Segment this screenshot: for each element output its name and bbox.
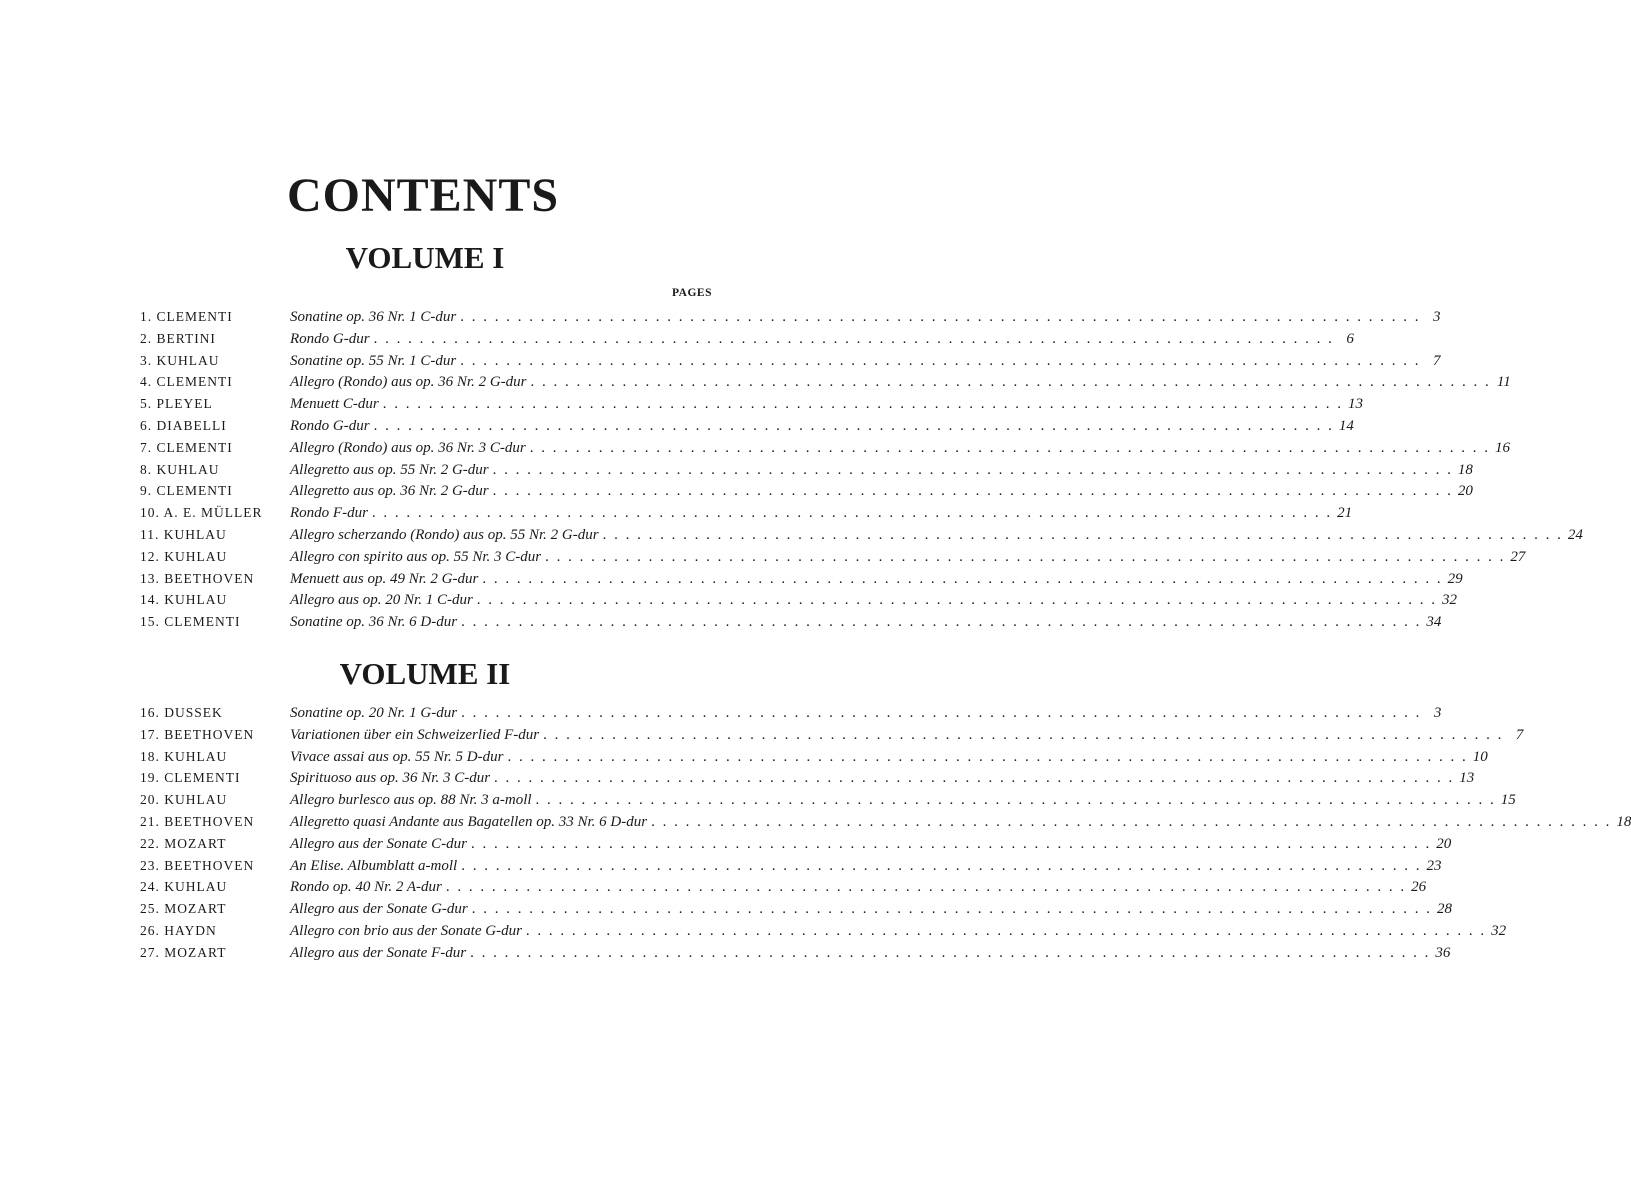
toc-entry <box>140 813 1631 836</box>
entry-composer: 20. KUHLAU <box>140 792 228 808</box>
entry-composer: 7. CLEMENTI <box>140 439 233 455</box>
dot-leader <box>457 614 1425 631</box>
entry-composer: 5. PLEYEL <box>140 396 213 412</box>
entry-work-title: Rondo F-dur <box>290 505 368 522</box>
entry-composer: 9. CLEMENTI <box>140 483 233 499</box>
entry-composer: 3. KUHLAU <box>140 352 220 368</box>
entry-page-number: 21 <box>1337 505 1353 522</box>
dot-leader <box>457 858 1425 875</box>
entry-page-number: 23 <box>1426 857 1442 874</box>
entry-page-number: 28 <box>1437 901 1453 918</box>
toc-entry <box>140 922 1507 945</box>
entry-work-title: An Elise. Albumblatt a-moll <box>290 857 458 874</box>
entry-work-title: Allegretto aus op. 36 Nr. 2 G-dur <box>290 483 489 500</box>
entry-page-number: 11 <box>1496 374 1511 391</box>
dot-leader <box>532 792 1500 809</box>
toc-entry <box>140 614 1442 636</box>
entry-composer: 1. CLEMENTI <box>140 309 233 324</box>
toc-entry <box>140 548 1526 571</box>
toc-entry <box>140 792 1516 814</box>
toc-entry <box>140 417 1354 440</box>
entry-composer: 14. KUHLAU <box>140 592 228 608</box>
toc-entry <box>140 944 1451 967</box>
entry-page-number: 26 <box>1411 879 1427 896</box>
dot-leader <box>503 749 1471 766</box>
entry-page-number: 34 <box>1426 614 1442 631</box>
entry-composer: 24. KUHLAU <box>140 879 228 895</box>
entry-work-title: Allegretto quasi Andante aus Bagatellen op. 33 Nr. 6 D-dur <box>290 813 648 830</box>
entry-composer: 13. BEETHOVEN <box>140 570 255 586</box>
entry-composer: 12. KUHLAU <box>140 548 228 564</box>
toc-entry <box>140 835 1452 858</box>
entry-composer: 18. KUHLAU <box>140 748 228 764</box>
entry-page-number: 24 <box>1567 526 1583 543</box>
toc-entry <box>140 439 1510 462</box>
entry-composer: 27. MOZART <box>140 944 227 960</box>
entry-page-number: 6 <box>1346 330 1354 347</box>
entry-composer: 10. A. E. MÜLLER <box>140 505 263 521</box>
dot-leader <box>370 331 1338 348</box>
entry-work-title: Variationen über ein Schweizerlied F-dur <box>290 726 540 743</box>
dot-leader <box>368 505 1336 522</box>
entry-work-title: Allegro (Rondo) aus op. 36 Nr. 2 G-dur <box>290 374 527 391</box>
toc-entry <box>140 461 1473 484</box>
toc-entry <box>140 352 1441 375</box>
entry-page-number: 3 <box>1433 309 1441 325</box>
dot-leader <box>522 923 1490 940</box>
entry-page-number: 13 <box>1459 770 1475 787</box>
entry-work-title: Menuett aus op. 49 Nr. 2 G-dur <box>290 570 479 587</box>
dot-leader <box>370 418 1338 435</box>
toc-entry <box>140 374 1511 396</box>
dot-leader <box>478 571 1446 588</box>
entry-work-title: Allegro con spirito aus op. 55 Nr. 3 C-dur <box>290 548 542 565</box>
entry-work-title: Spirituoso aus op. 36 Nr. 3 C-dur <box>290 770 491 787</box>
entry-page-number: 7 <box>1515 726 1524 743</box>
toc-entry <box>140 748 1488 771</box>
dot-leader <box>456 309 1424 326</box>
pages-column-label: PAGES <box>672 287 712 299</box>
entry-composer: 25. MOZART <box>140 901 227 917</box>
entry-work-title: Rondo G-dur <box>290 417 370 434</box>
toc-entry <box>140 505 1353 527</box>
entry-page-number: 20 <box>1457 483 1473 500</box>
entry-work-title: Sonatine op. 20 Nr. 1 G-dur <box>290 705 458 721</box>
dot-leader <box>599 527 1567 544</box>
dot-leader <box>647 814 1615 831</box>
entry-page-number: 10 <box>1472 748 1488 765</box>
entry-page-number: 27 <box>1510 548 1526 565</box>
dot-leader <box>541 549 1509 566</box>
entry-composer: 11. KUHLAU <box>140 526 227 542</box>
entry-work-title: Allegro aus op. 20 Nr. 1 C-dur <box>290 592 473 609</box>
dot-leader <box>490 770 1458 787</box>
entry-work-title: Allegro (Rondo) aus op. 36 Nr. 3 C-dur <box>290 439 526 456</box>
entry-composer: 8. KUHLAU <box>140 461 220 477</box>
entry-page-number: 15 <box>1500 792 1516 809</box>
entry-page-number: 7 <box>1433 352 1441 369</box>
entry-page-number: 14 <box>1338 417 1354 434</box>
dot-leader <box>468 901 1436 918</box>
dot-leader <box>467 836 1435 853</box>
entry-work-title: Vivace assai aus op. 55 Nr. 5 D-dur <box>290 748 504 765</box>
entry-work-title: Allegro scherzando (Rondo) aus op. 55 Nr. 2 G-dur <box>290 526 599 543</box>
toc-entry <box>140 705 1442 727</box>
entry-composer: 23. BEETHOVEN <box>140 857 255 873</box>
entry-page-number: 3 <box>1433 705 1442 721</box>
toc-entry <box>140 879 1427 901</box>
entry-work-title: Menuett C-dur <box>290 396 379 413</box>
dot-leader <box>527 374 1495 391</box>
toc-entry <box>140 396 1363 418</box>
dot-leader <box>489 462 1457 479</box>
entry-page-number: 36 <box>1435 944 1451 961</box>
page-title: CONTENTS <box>286 169 560 222</box>
toc-entry <box>140 330 1354 353</box>
entry-work-title: Rondo op. 40 Nr. 2 A-dur <box>290 879 442 896</box>
entry-work-title: Sonatine op. 36 Nr. 1 C-dur <box>290 309 457 325</box>
entry-work-title: Rondo G-dur <box>290 330 370 347</box>
entry-composer: 2. BERTINI <box>140 330 216 346</box>
dot-leader <box>526 440 1494 457</box>
entry-work-title: Allegretto aus op. 55 Nr. 2 G-dur <box>290 461 489 478</box>
toc-entry <box>140 857 1442 880</box>
entry-composer: 22. MOZART <box>140 835 227 851</box>
entry-work-title: Allegro aus der Sonate C-dur <box>290 835 467 852</box>
entry-work-title: Allegro aus der Sonate F-dur <box>290 944 467 961</box>
entry-page-number: 32 <box>1442 592 1458 609</box>
toc-entry <box>140 770 1475 792</box>
entry-work-title: Allegro burlesco aus op. 88 Nr. 3 a-moll <box>290 792 532 809</box>
volume-1-heading: VOLUME I <box>345 240 505 275</box>
entry-composer: 21. BEETHOVEN <box>140 813 255 829</box>
entry-composer: 17. BEETHOVEN <box>140 726 255 742</box>
dot-leader <box>442 879 1410 896</box>
entry-page-number: 32 <box>1491 922 1507 939</box>
entry-work-title: Sonatine op. 36 Nr. 6 D-dur <box>290 614 458 631</box>
toc-entry <box>140 483 1473 505</box>
entry-work-title: Allegro con brio aus der Sonate G-dur <box>290 922 522 939</box>
dot-leader <box>466 945 1434 962</box>
entry-composer: 4. CLEMENTI <box>140 374 233 390</box>
volume-1-list <box>140 309 1583 636</box>
entry-page-number: 20 <box>1436 835 1452 852</box>
entry-page-number: 13 <box>1347 396 1363 413</box>
entry-work-title: Allegro aus der Sonate G-dur <box>290 901 468 918</box>
toc-entry <box>140 901 1453 923</box>
dot-leader <box>457 705 1425 722</box>
entry-composer: 15. CLEMENTI <box>140 614 241 630</box>
entry-page-number: 18 <box>1616 813 1631 830</box>
entry-composer: 6. DIABELLI <box>140 417 227 433</box>
volume-2-list <box>140 705 1631 967</box>
entry-page-number: 18 <box>1457 461 1473 478</box>
toc-entry <box>140 526 1583 549</box>
entry-page-number: 16 <box>1494 439 1510 456</box>
dot-leader <box>473 592 1441 609</box>
toc-entry <box>140 726 1524 749</box>
dot-leader <box>379 396 1347 413</box>
dot-leader <box>489 483 1457 500</box>
entry-composer: 16. DUSSEK <box>140 705 223 720</box>
toc-entry <box>140 570 1463 593</box>
entry-composer: 26. HAYDN <box>140 922 217 938</box>
toc-entry <box>140 592 1458 614</box>
entry-work-title: Sonatine op. 55 Nr. 1 C-dur <box>290 352 457 369</box>
volume-2-heading: VOLUME II <box>339 656 511 691</box>
entry-page-number: 29 <box>1447 570 1463 587</box>
toc-entry <box>140 309 1441 331</box>
entry-composer: 19. CLEMENTI <box>140 770 241 786</box>
dot-leader <box>539 727 1507 744</box>
dot-leader <box>456 353 1424 370</box>
